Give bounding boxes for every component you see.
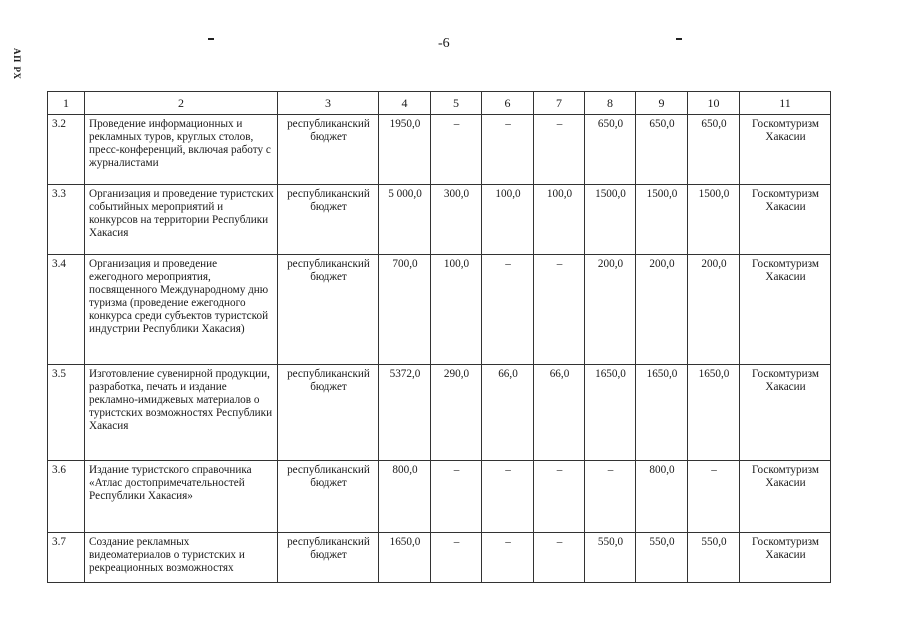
- column-header: 5: [431, 92, 482, 115]
- amount-cell: 200,0: [585, 255, 636, 365]
- amount-cell: –: [482, 533, 534, 583]
- column-header: 2: [85, 92, 278, 115]
- table-row: [48, 185, 831, 255]
- measure-name: Изготовление сувенирной продукции, разработка, печать и издание рекламно-имиджевых материалов о туристских возможностях Республики Хакасия: [85, 365, 278, 461]
- amount-cell: –: [482, 115, 534, 185]
- total-amount: 700,0: [379, 255, 431, 365]
- column-header: 1: [48, 92, 85, 115]
- measure-name: Проведение информационных и рекламных туров, круглых столов, пресс-конференций, включая работу с журналистами: [85, 115, 278, 185]
- amount-cell: –: [534, 115, 585, 185]
- table-row: [48, 533, 831, 583]
- amount-cell: 66,0: [534, 365, 585, 461]
- page-number: -6: [438, 36, 450, 51]
- measure-name: Создание рекламных видеоматериалов о туристских и рекреационных возможностях: [85, 533, 278, 583]
- amount-cell: –: [431, 115, 482, 185]
- total-amount: 1950,0: [379, 115, 431, 185]
- total-amount: 800,0: [379, 461, 431, 533]
- row-number: 3.3: [48, 185, 85, 255]
- amount-cell: 1650,0: [585, 365, 636, 461]
- executor-name: Госкомтуризм Хакасии: [740, 255, 831, 365]
- funding-source: республиканский бюджет: [278, 115, 379, 185]
- amount-cell: 1500,0: [636, 185, 688, 255]
- amount-cell: 550,0: [585, 533, 636, 583]
- amount-cell: 66,0: [482, 365, 534, 461]
- amount-cell: –: [534, 461, 585, 533]
- amount-cell: –: [482, 461, 534, 533]
- funding-source: республиканский бюджет: [278, 533, 379, 583]
- amount-cell: 300,0: [431, 185, 482, 255]
- amount-cell: 650,0: [688, 115, 740, 185]
- program-table: [47, 91, 831, 583]
- row-number: 3.2: [48, 115, 85, 185]
- funding-source: республиканский бюджет: [278, 365, 379, 461]
- executor-name: Госкомтуризм Хакасии: [740, 533, 831, 583]
- column-header: 9: [636, 92, 688, 115]
- amount-cell: 200,0: [636, 255, 688, 365]
- column-header: 11: [740, 92, 831, 115]
- amount-cell: 550,0: [636, 533, 688, 583]
- amount-cell: –: [431, 533, 482, 583]
- amount-cell: 100,0: [534, 185, 585, 255]
- funding-source: республиканский бюджет: [278, 255, 379, 365]
- funding-source: республиканский бюджет: [278, 185, 379, 255]
- amount-cell: 800,0: [636, 461, 688, 533]
- amount-cell: 1500,0: [585, 185, 636, 255]
- column-header: 3: [278, 92, 379, 115]
- column-header: 8: [585, 92, 636, 115]
- table-row: [48, 255, 831, 365]
- amount-cell: 1650,0: [688, 365, 740, 461]
- amount-cell: –: [534, 533, 585, 583]
- table-row: [48, 461, 831, 533]
- amount-cell: 650,0: [636, 115, 688, 185]
- measure-name: Издание туристского справочника «Атлас достопримечательностей Республики Хакасия»: [85, 461, 278, 533]
- amount-cell: 200,0: [688, 255, 740, 365]
- total-amount: 5372,0: [379, 365, 431, 461]
- amount-cell: –: [482, 255, 534, 365]
- amount-cell: 100,0: [482, 185, 534, 255]
- executor-name: Госкомтуризм Хакасии: [740, 115, 831, 185]
- amount-cell: 1650,0: [636, 365, 688, 461]
- table-row: [48, 365, 831, 461]
- measure-name: Организация и проведение ежегодного мероприятия, посвященного Международному дню туризма (проведение ежегодного конкурса среди субъектов туристской индустрии Республики Хакасия): [85, 255, 278, 365]
- row-number: 3.7: [48, 533, 85, 583]
- amount-cell: –: [585, 461, 636, 533]
- column-header: 10: [688, 92, 740, 115]
- dash-mark-left: [208, 38, 214, 40]
- row-number: 3.6: [48, 461, 85, 533]
- column-header: 4: [379, 92, 431, 115]
- side-stamp: АП РХ: [12, 48, 22, 81]
- amount-cell: –: [431, 461, 482, 533]
- amount-cell: 100,0: [431, 255, 482, 365]
- column-header: 6: [482, 92, 534, 115]
- amount-cell: 290,0: [431, 365, 482, 461]
- amount-cell: –: [534, 255, 585, 365]
- column-header: 7: [534, 92, 585, 115]
- amount-cell: 550,0: [688, 533, 740, 583]
- amount-cell: 650,0: [585, 115, 636, 185]
- row-number: 3.4: [48, 255, 85, 365]
- table-header-row: [48, 92, 831, 115]
- funding-source: республиканский бюджет: [278, 461, 379, 533]
- total-amount: 5 000,0: [379, 185, 431, 255]
- amount-cell: 1500,0: [688, 185, 740, 255]
- row-number: 3.5: [48, 365, 85, 461]
- executor-name: Госкомтуризм Хакасии: [740, 461, 831, 533]
- measure-name: Организация и проведение туристских событийных мероприятий и конкурсов на территории Республики Хакасия: [85, 185, 278, 255]
- executor-name: Госкомтуризм Хакасии: [740, 185, 831, 255]
- executor-name: Госкомтуризм Хакасии: [740, 365, 831, 461]
- total-amount: 1650,0: [379, 533, 431, 583]
- table-row: [48, 115, 831, 185]
- dash-mark-right: [676, 38, 682, 40]
- amount-cell: –: [688, 461, 740, 533]
